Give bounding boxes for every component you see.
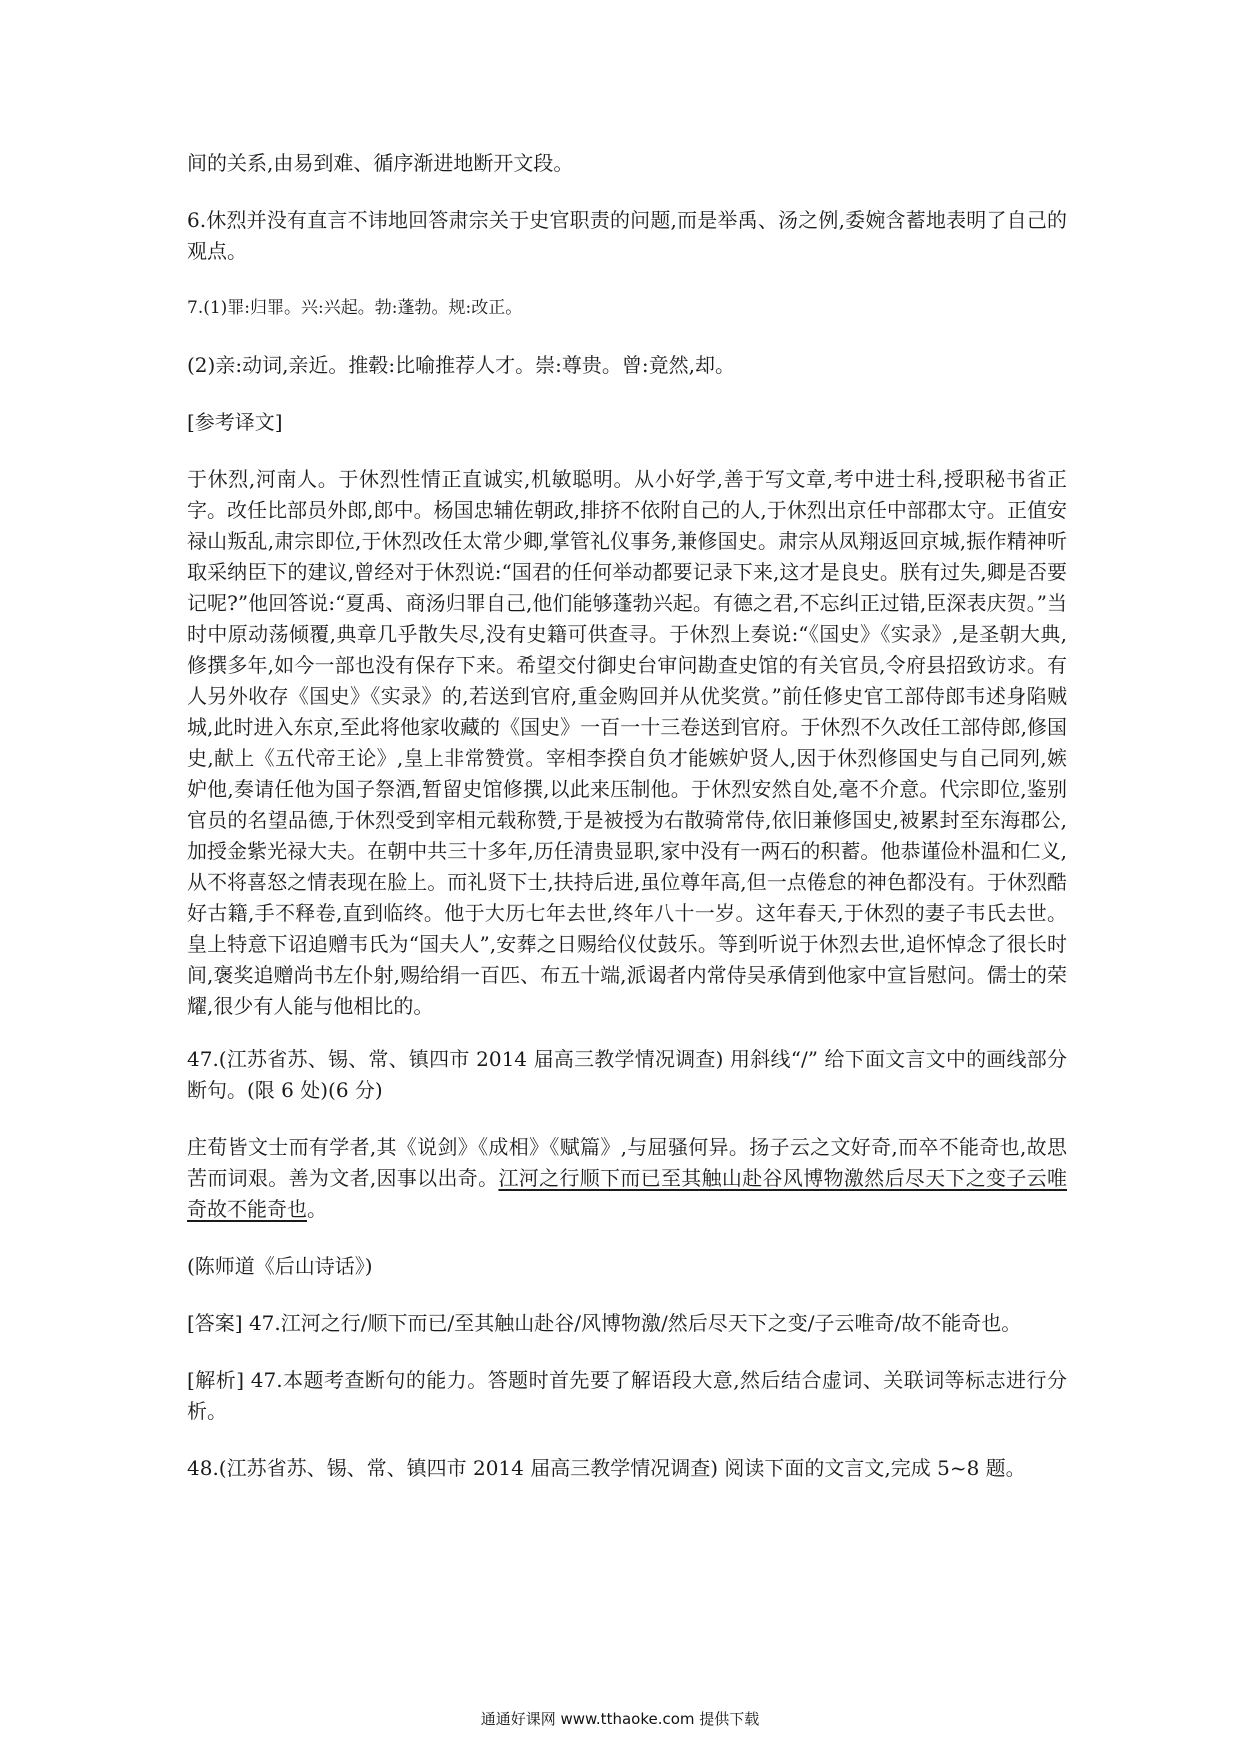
classical-passage (187, 1132, 1067, 1225)
question-48: 48.(江苏省苏、锡、常、镇四市 2014 届高三教学情况调查) 阅读下面的文言文,完成 5~8 题。 (187, 1456, 1026, 1480)
paragraph-continuation: 间的关系,由易到难、循序渐进地断开文段。 (187, 151, 574, 175)
passage-source: (陈师道《后山诗话》) (187, 1254, 373, 1278)
reference-translation: 于休烈,河南人。于休烈性情正直诚实,机敏聪明。从小好学,善于写文章,考中进士科,授职秘书省正字。改任比部员外郎,郎中。杨国忠辅佐朝政,排挤不依附自己的人,于休烈出京任中部郡太守。正值安禄山叛乱,肃宗即位,于休烈改任太常少卿,掌管礼仪事务,兼修国史。肃宗从凤翔返回京城,振作精神听取采纳臣下的建议,曾经对于休烈说:“国君的任何举动都要记录下来,这才是良史。朕有过失,卿是否要记呢?”他回答说:“夏禹、商汤归罪自己,他们能够蓬勃兴起。有德之君,不忘纠正过错,臣深表庆贺。”当时中原动荡倾覆,典章几乎散失尽,没有史籍可供查寻。于休烈上奏说:“《国史》《实录》,是圣朝大典,修撰多年,如今一部也没有保存下来。希望交付御史台审问勘查史馆的有关官员,令府县招致访求。有人另外收存《国史》《实录》的,若送到官府,重金购回并从优奖赏。”前任修史官工部侍郎韦述身陷贼城,此时进入东京,至此将他家收藏的《国史》一百一十三卷送到官府。于休烈不久改任工部侍郎,修国史,献上《五代帝王论》,皇上非常赞赏。宰相李揆自负才能嫉妒贤人,因于休烈修国史与自己同列,嫉妒他,奏请任他为国子祭酒,暂留史馆修撰,以此来压制他。于休烈安然自处,毫不介意。代宗即位,鉴别官员的名望品德,于休烈受到宰相元载称赞,于是被授为右散骑常侍,依旧兼修国史,被累封至东海郡公,加授金紫光禄大夫。在朝中共三十多年,历任清贵显职,家中没有一两石的积蓄。他恭谨俭朴温和仁义,从不将喜怒之情表现在脸上。而礼贤下士,扶持后进,虽位尊年高,但一点倦怠的神色都没有。于休烈酷好古籍,手不释卷,直到临终。他于大历七年去世,终年八十一岁。这年春天,于休烈的妻子韦氏去世。皇上特意下诏追赠韦氏为“国夫人”,安葬之日赐给仪仗鼓乐。等到听说于休烈去世,追怀悼念了很长时间,褒奖追赠尚书左仆射,赐给绢一百匹、布五十端,派谒者内常侍吴承倩到他家中宣旨慰问。儒士的荣耀,很少有人能与他相比的。 (187, 467, 1067, 1018)
passage-text: 庄荀皆文士而有学者,其《说剑》《成相》《赋篇》,与屈骚何异。扬子云之文好奇,而卒不能奇也,故思苦而词艰。善为文者,因事以出奇。 (187, 1135, 1067, 1190)
answer-7-1: 7.(1)罪:归罪。兴:兴起。勃:蓬勃。规:改正。 (187, 298, 523, 318)
passage-end: 。 (307, 1197, 327, 1221)
page-footer: 通通好课网 www.tthaoke.com 提供下载 (480, 1710, 760, 1728)
answer-47: [答案] 47.江河之行/顺下而已/至其触山赴谷/风博物激/然后尽天下之变/子云唯奇/故不能奇也。 (187, 1311, 1022, 1335)
underlined-passage: 江河之行顺下而已至其触山赴谷风博物激然后尽天下之变子云唯奇故不能奇也 (187, 1166, 1068, 1221)
answer-7-2: (2)亲:动词,亲近。推毂:比喻推荐人才。崇:尊贵。曾:竟然,却。 (187, 353, 735, 377)
question-47: 47.(江苏省苏、锡、常、镇四市 2014 届高三教学情况调查) 用斜线“/” 给下面文言文中的画线部分断句。(限 6 处)(6 分) (187, 1047, 1067, 1102)
document-body (187, 148, 1067, 1484)
translation-heading: [参考译文] (187, 410, 283, 434)
answer-6: 6.休烈并没有直言不讳地回答肃宗关于史官职责的问题,而是举禹、汤之例,委婉含蓄地表明了自己的观点。 (187, 208, 1067, 263)
analysis-47: [解析] 47.本题考查断句的能力。答题时首先要了解语段大意,然后结合虚词、关联词等标志进行分析。 (187, 1368, 1067, 1423)
